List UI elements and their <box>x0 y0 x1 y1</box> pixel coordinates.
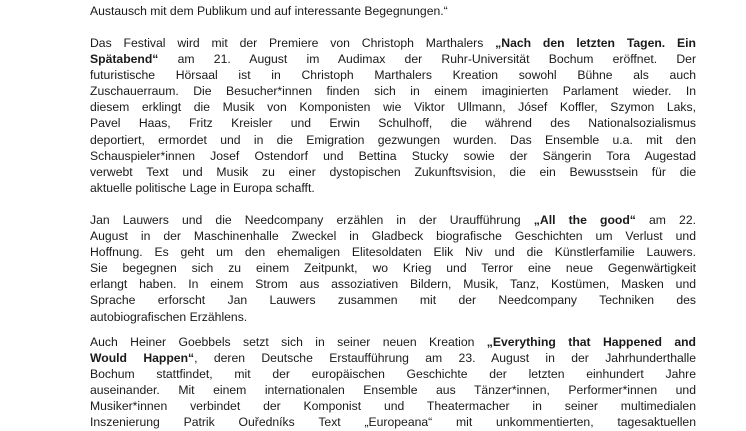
text-line <box>90 260 696 276</box>
production-title: Spätabend“ <box>90 52 159 67</box>
text-line <box>90 115 696 131</box>
text-run: am 21. August im Audimax der Ruhr-Universität Bochum eröffnet. Der <box>158 52 696 67</box>
production-title: „All the good“ <box>533 213 636 227</box>
text-run: autobiografischen Erzählens. <box>90 309 248 324</box>
text-line <box>90 164 696 180</box>
text-run: Bochum stattfindet, mit der europäischen Geschichte der letzten einhundert Jahre <box>90 367 696 382</box>
text-line <box>90 212 696 228</box>
production-title: „Everything that Happened and <box>486 335 696 349</box>
text-line <box>90 350 696 366</box>
text-run: Inszenierung Patrik Ouředníks Text „Europeana“ mit unkommentierten, tagesaktuellen <box>90 415 696 430</box>
production-title: Would Happen“ <box>90 351 195 366</box>
text-run: August in der Maschinenhalle Zweckel in Gladbeck biografische Geschichten um Verlust und <box>90 229 696 244</box>
text-run: Das Festival wird mit der Premiere von Christoph Marthalers <box>90 36 496 50</box>
text-line <box>90 276 696 292</box>
paragraph-lauwers <box>90 212 696 325</box>
text-line <box>90 244 696 260</box>
text-run: Sie begegnen sich zu einem Zeitpunkt, wo Krieg und Terror eine neue Gegenwärtigkeit <box>90 261 696 276</box>
text-run: , deren Deutsche Erstaufführung am 23. August in der Jahrhunderthalle <box>194 351 696 366</box>
text-line <box>90 292 696 308</box>
intro-paragraph-tail <box>90 3 696 19</box>
text-run: Musiker*innen verbindet der Komponist und Theatermacher in seiner multimedialen <box>90 399 696 414</box>
text-line <box>90 398 696 414</box>
text-line <box>90 334 696 350</box>
production-title: „Nach den letzten Tagen. Ein <box>495 36 696 50</box>
text-run: verwebt Text und Musik zu einer dystopischen Zukunftsvision, die ein Bewusstsein für die <box>90 164 696 179</box>
text-run: Hoffnung. Es geht um den ehemaligen Elitesoldaten Elik Niv und die Künstlerfamilie Lauwers. <box>90 245 696 260</box>
text-run: deportiert, ermordet und in die Emigration gezwungen wurden. Das Ensemble u.a. mit den <box>90 132 696 147</box>
text-line <box>90 132 696 148</box>
text-line <box>90 180 696 196</box>
text-line <box>90 99 696 115</box>
text-line <box>90 83 696 99</box>
text-line <box>90 35 696 51</box>
text-run: auseinander. Mit einem internationalen Ensemble aus Tänzer*innen, Performer*innen und <box>90 383 696 398</box>
text-line <box>90 382 696 398</box>
text-line <box>90 148 696 164</box>
text-run: Auch Heiner Goebbels setzt sich in seiner neuen Kreation <box>90 335 487 349</box>
paragraph-goebbels <box>90 334 696 431</box>
text-line <box>90 67 696 83</box>
intro-tail-line: Austausch mit dem Publikum und auf interessante Begegnungen.“ <box>90 4 448 18</box>
text-run: Schauspieler*innen Josef Ostendorf und Bettina Stucky sowie der Sängerin Tora Augestad <box>90 148 696 163</box>
text-run: erlangt haben. In einem Strom aus assoziativen Bildern, Musik, Tanz, Kostümen, Masken und <box>90 277 696 292</box>
text-run: aktuelle politische Lage in Europa schafft. <box>90 180 315 195</box>
text-run: diesem erklingt die Musik von Komponisten wie Viktor Ullmann, Jósef Koffler, Szymon Laks, <box>90 100 696 115</box>
text-line <box>90 51 696 67</box>
text-line <box>90 414 696 430</box>
text-run: am 22. <box>635 213 696 227</box>
paragraph-marthaler <box>90 35 696 196</box>
text-run: Sprache erforscht Jan Lauwers zusammen mit der Needcompany Techniken des <box>90 293 696 308</box>
text-run: futuristische Hörsaal ist in Christoph Marthalers Kreation sowohl Bühne als auch <box>90 68 696 83</box>
text-run: Jan Lauwers und die Needcompany erzählen in der Uraufführung <box>90 213 534 227</box>
text-line <box>90 309 696 325</box>
text-run: Pavel Haas, Fritz Kreisler und Erwin Schulhoff, die während des Nationalsozialismus <box>90 116 696 131</box>
text-run: Zuschauerraum. Die Besucher*innen finden sich in einem imaginierten Parlament wieder. In <box>90 84 696 99</box>
text-line <box>90 366 696 382</box>
text-line <box>90 228 696 244</box>
